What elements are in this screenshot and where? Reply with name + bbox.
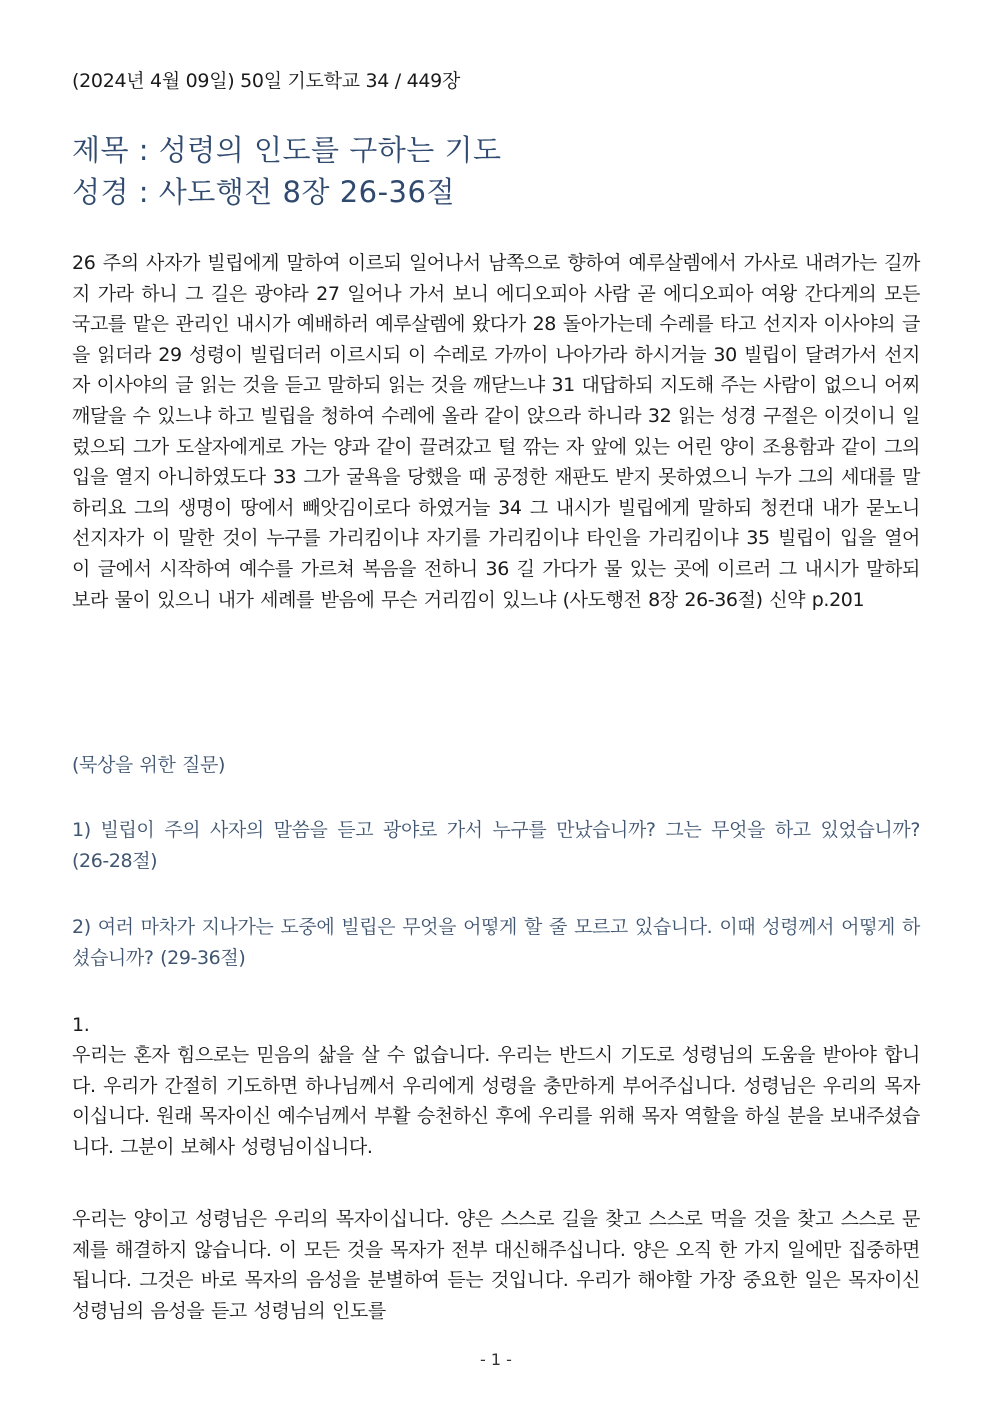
section-number: 1. [72, 1014, 90, 1036]
meditation-heading: (묵상을 위한 질문) [72, 754, 225, 776]
page-number: - 1 - [480, 1350, 512, 1369]
meditation-question-2: 2) 여러 마차가 지나가는 도중에 빌립은 무엇을 어떻게 할 줄 모르고 있습니다. 이때 성령께서 어떻게 하셨습니까? (29-36절) [72, 916, 920, 969]
date-header: (2024년 4월 09일) 50일 기도학교 34 / 449장 [72, 70, 461, 92]
scripture-text: 26 주의 사자가 빌립에게 말하여 이르되 일어나서 남쪽으로 향하여 예루살렘에서 가사로 내려가는 길까지 가라 하니 그 길은 광야라 27 일어나 가서 보니 에디오피아 사람 곧 에디오피아 여왕 간다게의 모든 국고를 맡은 관리인 내시가 예배하러 예루살렘에 왔다가 28 돌아가는데 수레를 타고 선지자 이사야의 글을 읽더라 29 성령이 빌립더러 이르시되 이 수레로 가까이 나아가라 하시거늘 30 빌립이 달려가서 선지자 이사야의 글 읽는 것을 듣고 말하되 읽는 것을 깨닫느냐 31 대답하되 지도해 주는 사람이 없으니 어찌 깨달을 수 있느냐 하고 빌립을 청하여 수레에 올라 같이 앉으라 하니라 32 읽는 성경 구절은 이것이니 일렀으되 그가 도살자에게로 가는 양과 같이 끌려갔고 털 깎는 자 앞에 있는 어린 양이 조용함과 같이 그의 입을 열지 아니하였도다 33 그가 굴욕을 당했을 때 공정한 재판도 받지 못하였으니 누가 그의 세대를 말하리요 그의 생명이 땅에서 빼앗김이로다 하였거늘 34 그 내시가 빌립에게 말하되 청컨대 내가 묻노니 선지자가 이 말한 것이 누구를 가리킴이냐 자기를 가리킴이냐 타인을 가리킴이냐 35 빌립이 입을 열어 이 글에서 시작하여 예수를 가르쳐 복음을 전하니 36 길 가다가 물 있는 곳에 이르러 그 내시가 말하되 보라 물이 있으니 내가 세례를 받음에 무슨 거리낌이 있느냐 (사도행전 8장 26-36절) 신약 p.201 [72, 252, 920, 611]
section-paragraph-1: 우리는 혼자 힘으로는 믿음의 삶을 살 수 없습니다. 우리는 반드시 기도로 성령님의 도움을 받아야 합니다. 우리가 간절히 기도하면 하나님께서 우리에게 성령을 충만하게 부어주십니다. 성령님은 우리의 목자이십니다. 원래 목자이신 예수님께서 부활 승천하신 후에 우리를 위해 목자 역할을 하실 분을 보내주셨습니다. 그분이 보혜사 성령님이십니다. [72, 1044, 920, 1158]
meditation-question-1: 1) 빌립이 주의 사자의 말씀을 듣고 광야로 가서 누구를 만났습니까? 그는 무엇을 하고 있었습니까? (26-28절) [72, 819, 920, 872]
section-paragraph-2: 우리는 양이고 성령님은 우리의 목자이십니다. 양은 스스로 길을 찾고 스스로 먹을 것을 찾고 스스로 문제를 해결하지 않습니다. 이 모든 것을 목자가 전부 대신해주십니다. 양은 오직 한 가지 일에만 집중하면 됩니다. 그것은 바로 목자의 음성을 분별하여 듣는 것입니다. 우리가 해야할 가장 중요한 일은 목자이신 성령님의 음성을 듣고 성령님의 인도를 [72, 1208, 920, 1322]
sermon-title: 제목 : 성령의 인도를 구하는 기도 [72, 133, 502, 167]
scripture-reference: 성경 : 사도행전 8장 26-36절 [72, 175, 455, 209]
